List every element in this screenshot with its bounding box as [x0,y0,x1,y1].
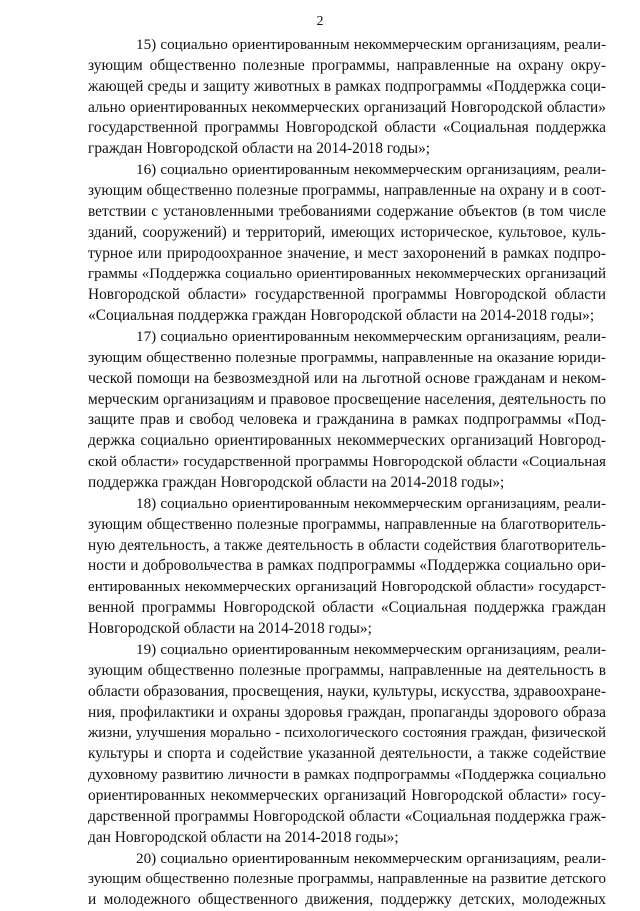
text-line: поддержка граждан Новгородской области на 2014-2018 годы»; [88,474,505,492]
text-line: «Социальная поддержка граждан Новгородской области на 2014-2018 годы»; [88,307,595,325]
text-line: мерческим организациям и правовое просвещение населения, деятельность по [88,390,606,408]
text-line: ской области» государственной программы Новгородской области «Социальная [88,454,606,471]
text-line: ности и добровольчества в рамках подпрограммы «Поддержка социально ори- [88,557,606,575]
text-line: Новгородской области на 2014-2018 годы»; [88,620,372,638]
text-line: дарственной программы Новгородской области «Социальная поддержка граж- [88,807,606,825]
text-line: венной программы Новгородской области «Социальная поддержка граждан [88,599,606,617]
paragraph [88,327,606,494]
paragraph [88,35,606,160]
text-line: духовному развитию личности в рамках подпрограммы «Поддержка социально [88,766,606,784]
text-line: ческой помощи на безвозмездной или на льготной основе гражданам и неком- [88,369,606,387]
text-line: 19) социально ориентированным некоммерческим организациям, реали- [136,640,606,658]
text-line: турное или природоохранное значение, и мест захоронений в рамках подпро- [88,244,606,262]
document-body [88,35,606,911]
text-line: зующим общественно полезные программы, направленные на охрану окру- [88,56,606,74]
paragraph [88,640,606,849]
page-number: 2 [316,14,324,29]
text-line: государственной программы Новгородской области «Социальная поддержка [88,119,606,137]
text-line: 20) социально ориентированным некоммерческим организациям, реали- [136,849,606,867]
paragraph [88,849,606,911]
text-line: 15) социально ориентированным некоммерческим организациям, реали- [136,36,606,53]
text-line: жающей среды и защиту животных в рамках подпрограммы «Поддержка соци- [88,77,606,95]
text-line: держка социально ориентированных некоммерческих организаций Новгород- [88,432,606,450]
text-line: культуры и спорта и содействие указанной деятельности, а также содействие [88,745,606,763]
text-line: области образования, просвещения, науки, культуры, искусства, здравоохране- [88,682,606,700]
text-line: ально ориентированных некоммерческих организаций Новгородской области» [88,98,606,116]
text-line: 17) социально ориентированным некоммерческим организациям, реали- [136,328,606,346]
text-line: граждан Новгородской области на 2014-2018 годы»; [88,140,431,158]
text-line: жизни, улучшения морально - психологического состояния граждан, физической [88,725,606,742]
text-line: зующим общественно полезные программы, направленные на оказание юриди- [88,348,606,366]
text-line: защите прав и свобод человека и гражданина в рамках подпрограммы «Под- [88,411,606,429]
text-line: ную деятельность, а также деятельность в области содействия благотворитель- [88,536,606,554]
text-line: зующим общественно полезные программы, направленные на деятельность в [88,661,606,679]
text-line: зующим общественно полезные программы, направленные на благотворитель- [88,515,606,533]
text-line: дан Новгородской области на 2014-2018 годы»; [88,828,399,846]
text-line: Новгородской области» государственной программы Новгородской области [88,286,606,304]
text-line: зующим общественно полезные программы, направленные на развитие детского [88,871,606,888]
text-line: ориентированных некоммерческих организаций Новгородской области» госу- [88,786,606,804]
text-line: зданий, сооружений) и территорий, имеющих историческое, культовое, куль- [88,223,606,241]
text-line: ентированных некоммерческих организаций Новгородской области» государст- [88,578,606,596]
text-line: и молодежного общественного движения, поддержку детских, молодежных [88,891,606,909]
text-line: ния, профилактики и охраны здоровья граждан, пропаганды здорового образа [88,703,606,721]
text-line: 16) социально ориентированным некоммерческим организациям, реали- [136,161,606,179]
text-line: 18) социально ориентированным некоммерческим организациям, реали- [136,494,606,512]
paragraph [88,494,606,640]
paragraph [88,160,606,327]
text-line: зующим общественно полезные программы, направленные на охрану и в соот- [88,182,606,200]
text-line: ветствии с установленными требованиями содержание объектов (в том числе [88,202,606,220]
text-line: граммы «Поддержка социально ориентированных некоммерческих организаций [88,266,606,283]
